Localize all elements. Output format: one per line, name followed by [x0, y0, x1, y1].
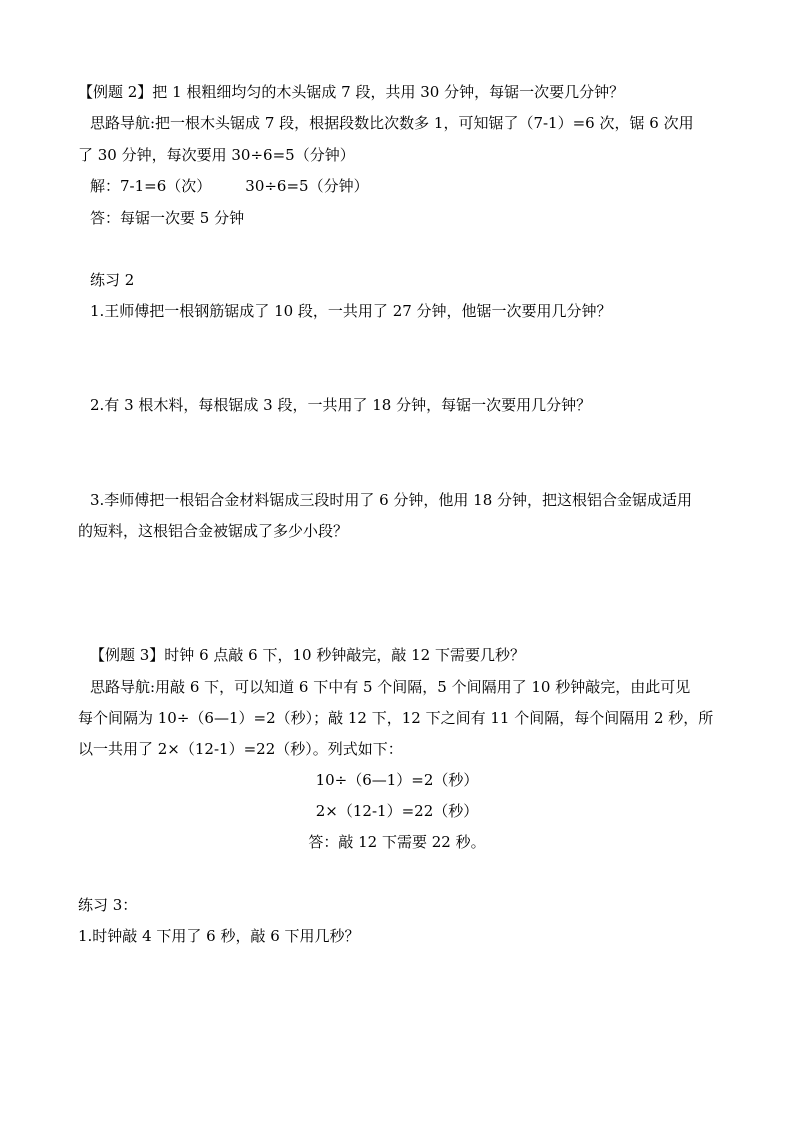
practice-3-heading: 练习 3： [78, 896, 138, 914]
practice-2-heading: 练习 2 [90, 271, 135, 289]
example-3-formula-1: 10÷（6—1）=2（秒） [315, 771, 479, 789]
example-3-title: 【例题 3】时钟 6 点敲 6 下，10 秒钟敲完，敲 12 下需要几秒？ [90, 646, 525, 664]
example-3-hint-line-1: 思路导航:用敲 6 下，可以知道 6 下中有 5 个间隔，5 个间隔用了 10 秒钟敲完，由此可见 [90, 678, 691, 696]
example-2-hint-line-1: 思路导航:把一根木头锯成 7 段，根据段数比次数多 1，可知锯了（7-1）=6 次，锯 6 次用 [90, 114, 694, 132]
example-3-hint-line-2: 每个间隔为 10÷（6—1）=2（秒）；敲 12 下，12 下之间有 11 个间隔，每个间隔用 2 秒，所 [78, 709, 714, 727]
example-3-formula-2: 2×（12-1）=22（秒） [315, 802, 479, 820]
example-2-title: 【例题 2】把 1 根粗细均匀的木头锯成 7 段，共用 30 分钟，每锯一次要几分钟？ [78, 83, 625, 101]
practice-2-question-3-line-2: 的短料，这根铝合金被锯成了多少小段？ [78, 522, 349, 540]
practice-2-question-1: 1.王师傅把一根钢筋锯成了 10 段，一共用了 27 分钟，他锯一次要用几分钟？ [90, 302, 612, 320]
example-2-solution-step-1: 解：7-1=6（次） [90, 177, 212, 195]
practice-2-question-2: 2.有 3 根木料，每根锯成 3 段，一共用了 18 分钟，每锯一次要用几分钟？ [90, 396, 592, 414]
example-2-solution-step-2: 30÷6=5（分钟） [245, 177, 369, 195]
example-2-answer: 答：每锯一次要 5 分钟 [90, 209, 245, 227]
practice-2-question-3-line-1: 3.李师傅把一根铝合金材料锯成三段时用了 6 分钟，他用 18 分钟，把这根铝合金锯成适用 [90, 491, 693, 509]
practice-3-question-1: 1.时钟敲 4 下用了 6 秒，敲 6 下用几秒？ [78, 927, 360, 945]
example-2-hint-line-2: 了 30 分钟，每次要用 30÷6=5（分钟） [78, 146, 355, 164]
example-3-answer: 答：敲 12 下需要 22 秒。 [308, 833, 486, 851]
example-2-solution [90, 176, 369, 196]
example-3-hint-line-3: 以一共用了 2×（12-1）=22（秒）。列式如下： [78, 740, 403, 758]
